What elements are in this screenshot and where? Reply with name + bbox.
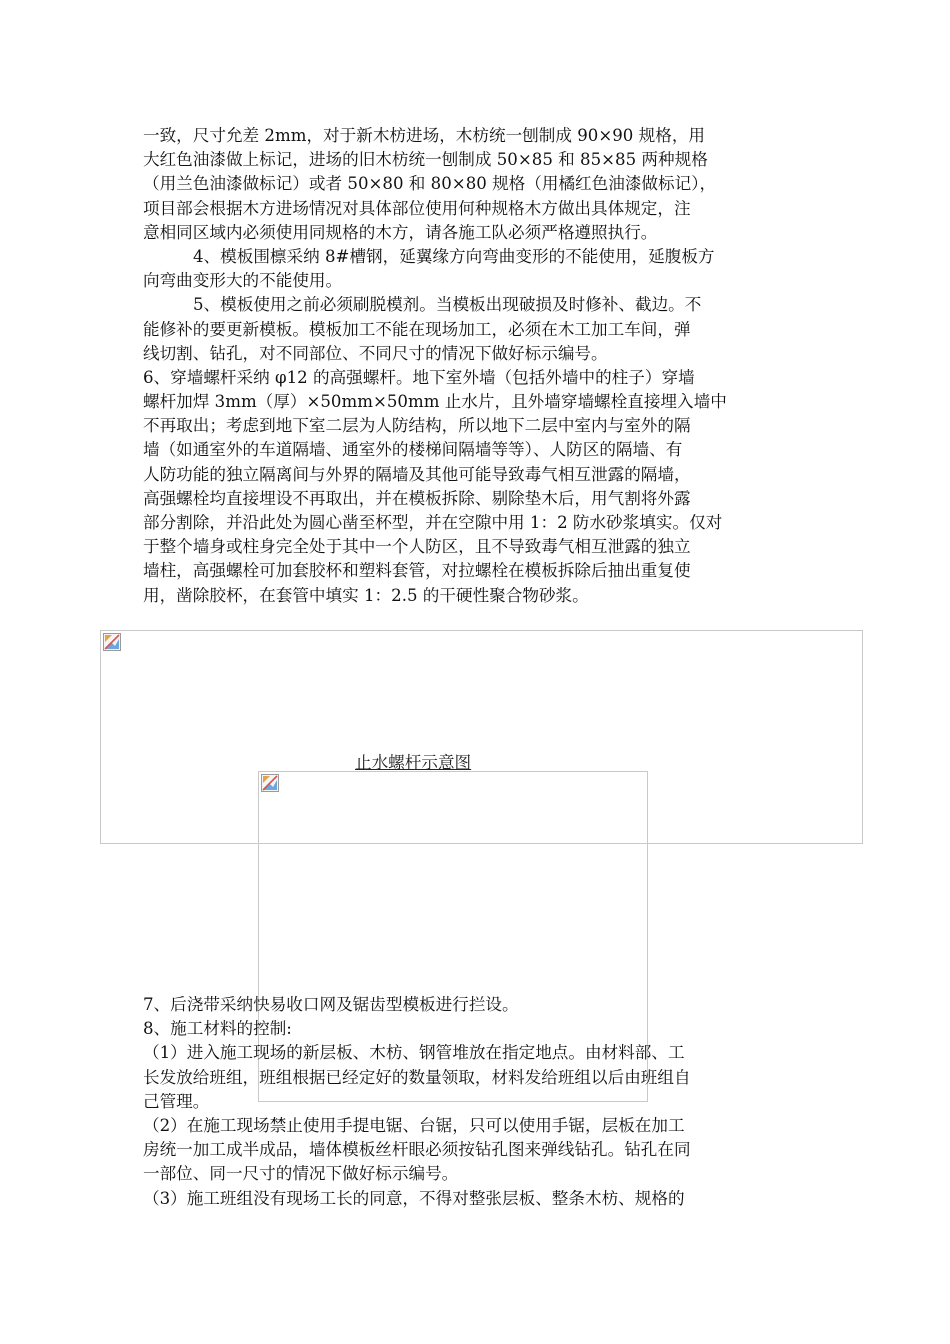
text-line: 5、模板使用之前必须刷脱模剂。当模板出现破损及时修补、截边。不	[193, 295, 702, 315]
text-line: 墙（如通室外的车道隔墙、通室外的楼梯间隔墙等等）、人防区的隔墙、有	[143, 440, 683, 460]
text-line: 己管理。	[143, 1091, 210, 1111]
body-text-top	[143, 124, 823, 608]
text-line: （用兰色油漆做标记）或者 50×80 和 80×80 规格（用橘红色油漆做标记），	[143, 174, 717, 194]
text-line: （1）进入施工现场的新层板、木枋、钢管堆放在指定地点。由材料部、工	[143, 1043, 685, 1063]
text-line: 于整个墙身或柱身完全处于其中一个人防区，且不导致毒气相互泄露的独立	[143, 537, 691, 557]
text-line: 墙柱，高强螺栓可加套胶杯和塑料套管，对拉螺栓在模板拆除后抽出重复使	[143, 561, 691, 581]
body-text-bottom	[143, 993, 823, 1211]
text-line: 大红色油漆做上标记，进场的旧木枋统一刨制成 50×85 和 85×85 两种规格	[143, 150, 708, 170]
text-line: 向弯曲变形大的不能使用。	[143, 271, 343, 291]
figure-caption: 止水螺杆示意图	[355, 753, 472, 772]
text-line: 6、穿墙螺杆采纳 φ12 的高强螺杆。地下室外墙（包括外墙中的柱子）穿墙	[143, 367, 695, 387]
text-line: 项目部会根据木方进场情况对具体部位使用何种规格木方做出具体规定，注	[143, 198, 691, 218]
text-line: 螺杆加焊 3mm（厚）×50mm×50mm 止水片，且外墙穿墙螺栓直接埋入墙中	[143, 392, 727, 412]
text-line: 一致，尺寸允差 2mm，对于新木枋进场，木枋统一刨制成 90×90 规格，用	[143, 126, 706, 145]
text-line: 人防功能的独立隔离间与外界的隔墙及其他可能导致毒气相互泄露的隔墙，	[143, 464, 691, 484]
text-line: 用，凿除胶杯，在套管中填实 1：2.5 的干硬性聚合物砂浆。	[143, 585, 589, 605]
text-line: 意相同区域内必须使用同规格的木方，请各施工队必须严格遵照执行。	[143, 222, 658, 242]
text-line: 8、施工材料的控制:	[143, 1019, 292, 1039]
text-line: 能修补的要更新模板。模板加工不能在现场加工，必须在木工加工车间，弹	[143, 319, 691, 339]
text-line: 不再取出；考虑到地下室二层为人防结构，所以地下二层中室内与室外的隔	[143, 416, 691, 436]
text-line: （3）施工班组没有现场工长的同意，不得对整张层板、整条木枋、规格的	[143, 1188, 685, 1208]
broken-image-icon	[261, 774, 279, 792]
text-line: 4、模板围檩采纳 8#槽钢，延翼缘方向弯曲变形的不能使用，延腹板方	[193, 246, 715, 266]
text-line: 长发放给班组，班组根据已经定好的数量领取，材料发给班组以后由班组自	[143, 1067, 691, 1087]
text-line: （2）在施工现场禁止使用手提电锯、台锯，只可以使用手锯，层板在加工	[143, 1115, 685, 1135]
broken-image-icon	[103, 633, 121, 651]
text-line: 房统一加工成半成品，墙体模板丝杆眼必须按钻孔图来弹线钻孔。钻孔在同	[143, 1140, 691, 1160]
text-line: 7、后浇带采纳快易收口网及锯齿型模板进行拦设。	[143, 995, 519, 1014]
text-line: 高强螺栓均直接埋设不再取出，并在模板拆除、剔除垫木后，用气割将外露	[143, 488, 691, 508]
text-line: 部分割除，并沿此处为圆心凿至杯型，并在空隙中用 1：2 防水砂浆填实。仅对	[143, 513, 723, 532]
text-line: 线切割、钻孔，对不同部位、不同尺寸的情况下做好标示编号。	[143, 343, 608, 363]
text-line: 一部位、同一尺寸的情况下做好标示编号。	[143, 1164, 459, 1184]
